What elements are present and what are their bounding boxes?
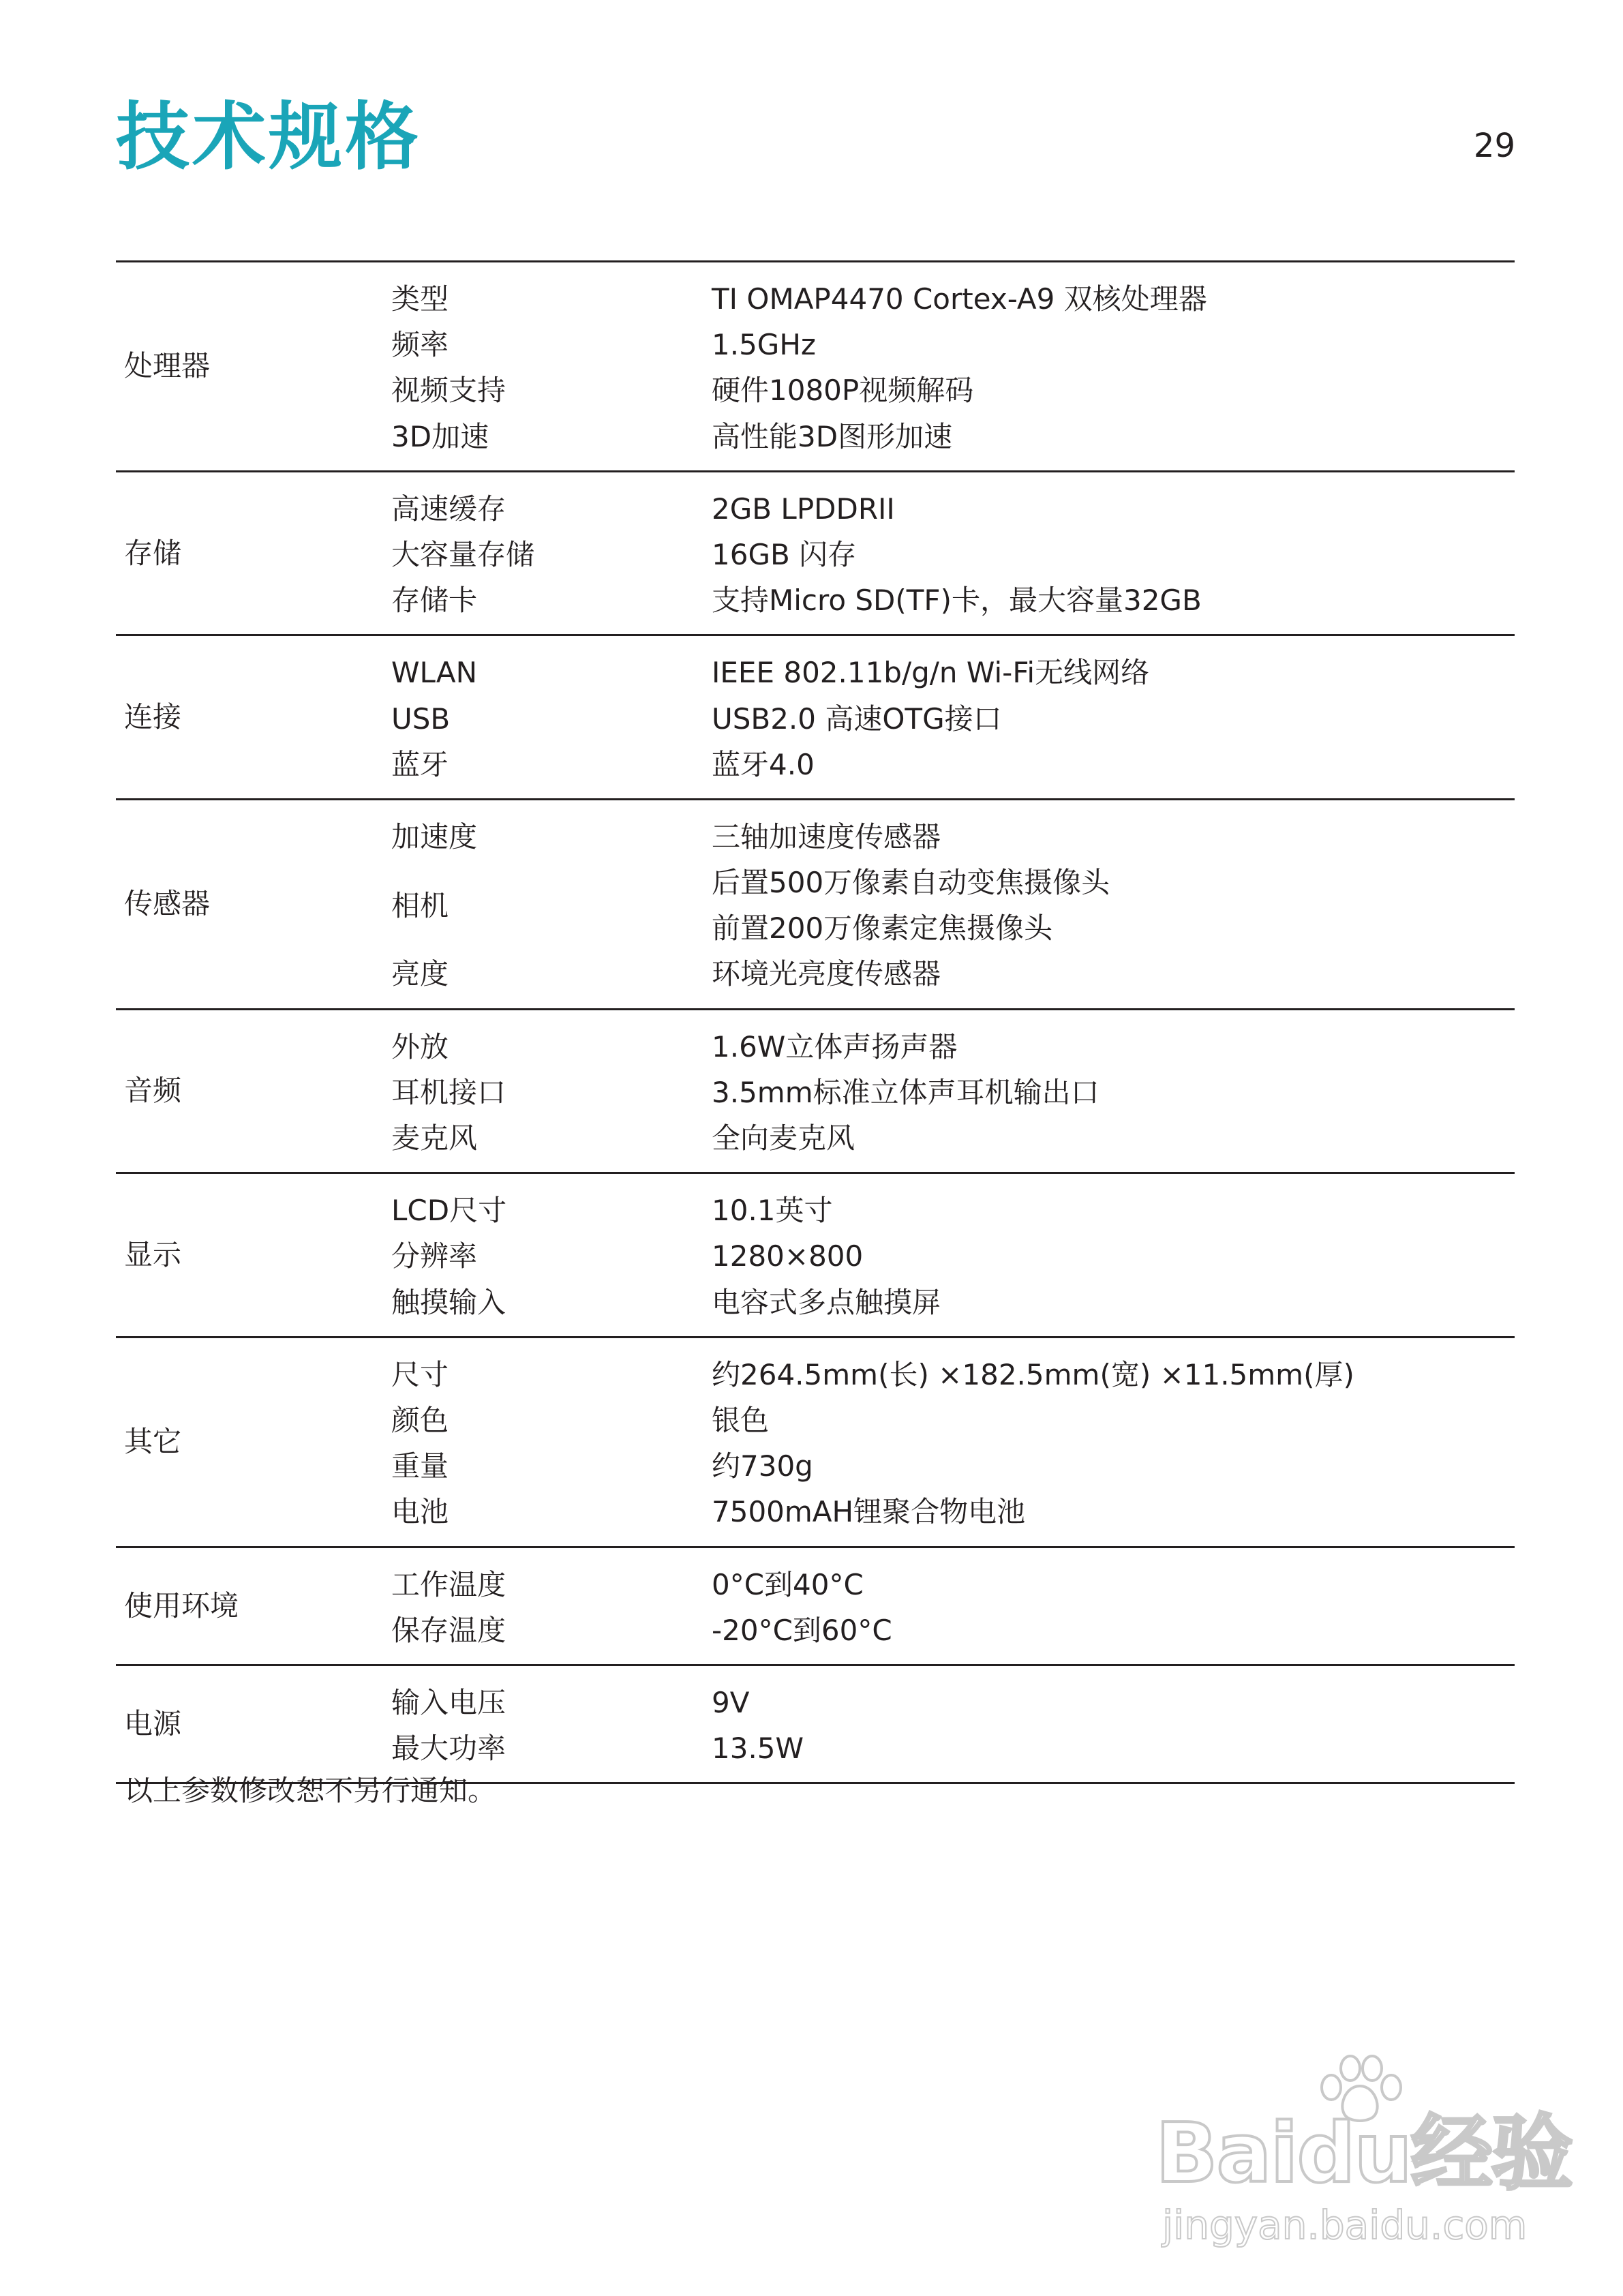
spec-row — [391, 951, 1515, 997]
spec-row — [391, 577, 1515, 623]
spec-label: 耳机接口 — [391, 1075, 506, 1109]
spec-value: 电容式多点触摸屏 — [712, 1285, 941, 1319]
spec-row — [391, 1115, 1515, 1161]
spec-row — [391, 1280, 1515, 1325]
section-name: 使用环境 — [124, 1588, 239, 1622]
spec-label: 外放 — [391, 1029, 449, 1063]
spec-value: 三轴加速度传感器 — [712, 819, 941, 854]
spec-values — [712, 1188, 1515, 1233]
spec-values — [712, 276, 1515, 322]
spec-value: 约730g — [712, 1449, 813, 1483]
spec-value: 支持Micro SD(TF)卡，最大容量32GB — [712, 584, 1202, 618]
spec-value: USB2.0 高速OTG接口 — [712, 701, 1002, 736]
spec-row — [391, 1607, 1515, 1653]
spec-value: -20°C到60°C — [712, 1613, 892, 1647]
spec-label: 蓝牙 — [391, 747, 449, 781]
spec-label: 分辨率 — [391, 1239, 478, 1273]
spec-label: 输入电压 — [391, 1685, 506, 1719]
spec-label: 加速度 — [391, 819, 478, 854]
spec-value: 银色 — [712, 1403, 770, 1437]
spec-value: 蓝牙4.0 — [712, 747, 815, 781]
spec-values — [712, 1070, 1515, 1115]
spec-value: 硬件1080P视频解码 — [712, 374, 974, 408]
spec-value: 3.5mm标准立体声耳机输出口 — [712, 1075, 1099, 1109]
spec-values — [712, 1562, 1515, 1607]
spec-row — [391, 742, 1515, 787]
section-rows — [391, 1680, 1515, 1771]
spec-row — [391, 1489, 1515, 1535]
spec-values — [712, 650, 1515, 695]
spec-row — [391, 276, 1515, 322]
spec-values — [712, 814, 1515, 860]
spec-values — [712, 696, 1515, 742]
spec-label: 3D加速 — [391, 419, 489, 453]
spec-row — [391, 367, 1515, 413]
spec-label: 视频支持 — [391, 374, 506, 408]
spec-values — [712, 532, 1515, 577]
section-rows — [391, 1352, 1515, 1535]
spec-label: USB — [391, 701, 451, 736]
spec-value: 1.6W立体声扬声器 — [712, 1029, 958, 1063]
spec-values — [712, 367, 1515, 413]
spec-values — [712, 860, 1515, 951]
spec-label: 大容量存储 — [391, 537, 535, 571]
section-name: 显示 — [124, 1237, 182, 1271]
spec-value: 全向麦克风 — [712, 1121, 855, 1155]
spec-row — [391, 1680, 1515, 1725]
spec-value: 高性能3D图形加速 — [712, 419, 953, 453]
section-name: 连接 — [124, 700, 182, 734]
spec-values — [712, 414, 1515, 459]
spec-row — [391, 1070, 1515, 1115]
spec-row — [391, 486, 1515, 532]
spec-values — [712, 1443, 1515, 1489]
spec-value: 10.1英寸 — [712, 1194, 833, 1228]
spec-label: 电池 — [391, 1495, 449, 1529]
spec-value: 1.5GHz — [712, 328, 816, 362]
spec-values — [712, 1352, 1515, 1398]
spec-row — [391, 1352, 1515, 1398]
spec-label: 触摸输入 — [391, 1285, 506, 1319]
watermark-brand: Baidu经验 — [1155, 2106, 1572, 2201]
spec-label: 高速缓存 — [391, 492, 506, 526]
spec-label: 存储卡 — [391, 584, 478, 618]
spec-value: IEEE 802.11b/g/n Wi-Fi无线网络 — [712, 656, 1150, 690]
spec-row — [391, 1562, 1515, 1607]
spec-value: 后置500万像素自动变焦摄像头 — [712, 866, 1110, 900]
spec-row — [391, 860, 1515, 951]
spec-label: 保存温度 — [391, 1613, 506, 1647]
spec-label: 亮度 — [391, 957, 449, 991]
spec-label: 尺寸 — [391, 1357, 449, 1391]
spec-value: 前置200万像素定焦摄像头 — [712, 911, 1053, 946]
spec-row — [391, 414, 1515, 459]
spec-label: 最大功率 — [391, 1732, 506, 1766]
spec-value: 9V — [712, 1685, 750, 1719]
spec-label: 颜色 — [391, 1403, 449, 1437]
section-name: 电源 — [124, 1707, 182, 1741]
section-rows — [391, 650, 1515, 787]
spec-row — [391, 1233, 1515, 1279]
spec-row — [391, 696, 1515, 742]
spec-value: 0°C到40°C — [712, 1567, 864, 1601]
spec-values — [712, 1115, 1515, 1161]
spec-label: 频率 — [391, 328, 449, 362]
spec-values — [712, 322, 1515, 367]
spec-value: 16GB 闪存 — [712, 537, 857, 571]
spec-value: 13.5W — [712, 1732, 804, 1766]
spec-section — [116, 1548, 1515, 1666]
spec-row — [391, 322, 1515, 367]
spec-label: 相机 — [391, 888, 449, 922]
spec-label: WLAN — [391, 656, 478, 690]
spec-section — [116, 262, 1515, 472]
spec-values — [712, 1024, 1515, 1070]
baidu-watermark — [1155, 2052, 1572, 2256]
footnote: 以上参数修改恕不另行通知。 — [124, 1774, 497, 1807]
spec-label: 麦克风 — [391, 1121, 478, 1155]
spec-values — [712, 742, 1515, 787]
spec-values — [712, 1725, 1515, 1771]
spec-value: 2GB LPDDRII — [712, 492, 895, 526]
spec-row — [391, 1443, 1515, 1489]
spec-values — [712, 1680, 1515, 1725]
spec-row — [391, 1024, 1515, 1070]
section-rows — [391, 1188, 1515, 1325]
spec-row — [391, 1188, 1515, 1233]
spec-section — [116, 800, 1515, 1010]
section-name: 存储 — [124, 536, 182, 570]
section-rows — [391, 276, 1515, 459]
spec-row — [391, 1725, 1515, 1771]
spec-label: 工作温度 — [391, 1567, 506, 1601]
spec-value: 约264.5mm(长) ×182.5mm(宽) ×11.5mm(厚) — [712, 1357, 1354, 1391]
spec-section — [116, 472, 1515, 637]
spec-values — [712, 577, 1515, 623]
spec-table — [116, 260, 1515, 1784]
section-rows — [391, 486, 1515, 624]
spec-section — [116, 1338, 1515, 1548]
spec-values — [712, 1607, 1515, 1653]
spec-label: 重量 — [391, 1449, 449, 1483]
spec-value: 1280×800 — [712, 1239, 864, 1273]
section-rows — [391, 1024, 1515, 1162]
spec-section — [116, 1174, 1515, 1338]
spec-values — [712, 1398, 1515, 1443]
spec-values — [712, 1489, 1515, 1535]
page-number: 29 — [1473, 127, 1515, 165]
section-name: 处理器 — [124, 349, 211, 383]
spec-row — [391, 814, 1515, 860]
spec-values — [712, 486, 1515, 532]
section-rows — [391, 1562, 1515, 1653]
spec-value: 环境光亮度传感器 — [712, 957, 941, 991]
spec-row — [391, 650, 1515, 695]
spec-section — [116, 636, 1515, 800]
watermark-url: jingyan.baidu.com — [1162, 2202, 1528, 2248]
spec-value: TI OMAP4470 Cortex-A9 双核处理器 — [712, 282, 1207, 316]
spec-section — [116, 1010, 1515, 1175]
spec-values — [712, 1280, 1515, 1325]
spec-row — [391, 532, 1515, 577]
section-name: 其它 — [124, 1425, 182, 1459]
spec-label: LCD尺寸 — [391, 1194, 507, 1228]
spec-row — [391, 1398, 1515, 1443]
section-name: 传感器 — [124, 887, 211, 921]
spec-label: 类型 — [391, 282, 449, 316]
spec-section — [116, 1666, 1515, 1784]
section-rows — [391, 814, 1515, 997]
spec-values — [712, 951, 1515, 997]
spec-value: 7500mAH锂聚合物电池 — [712, 1495, 1026, 1529]
spec-values — [712, 1233, 1515, 1279]
section-name: 音频 — [124, 1074, 182, 1108]
page-title: 技术规格 — [116, 95, 422, 180]
